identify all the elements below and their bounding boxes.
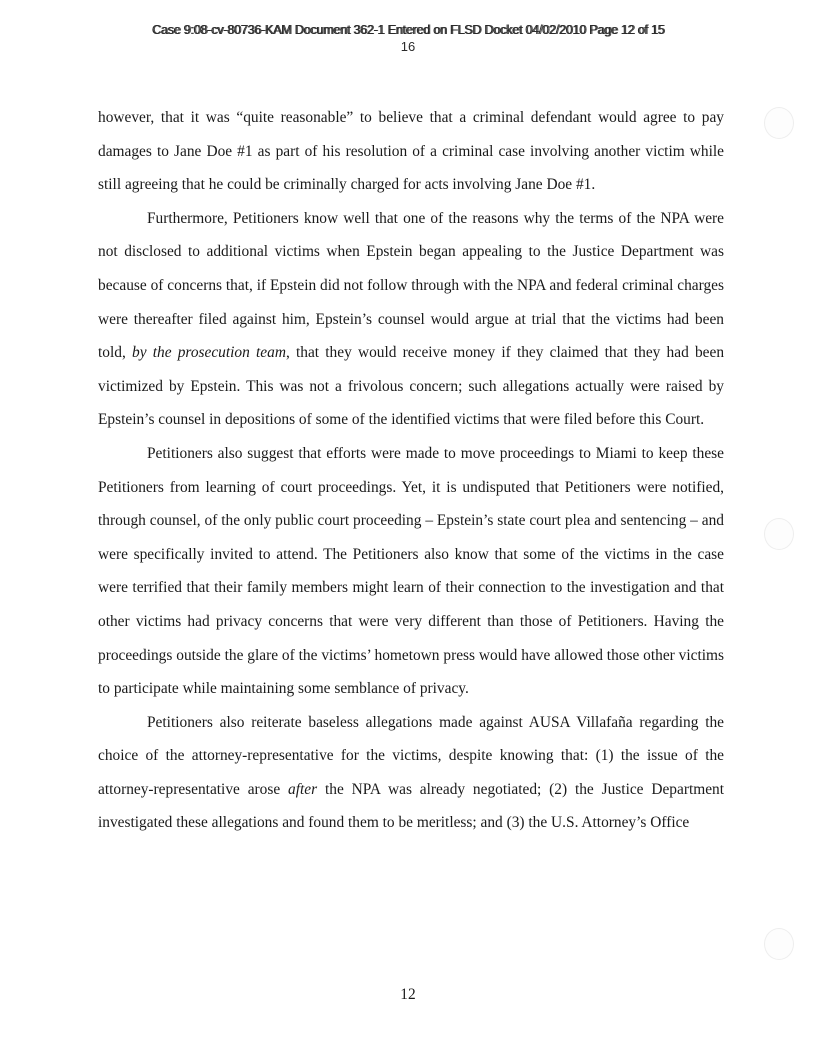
paragraph-furthermore xyxy=(98,202,724,437)
paragraph-text: Furthermore, Petitioners know well that one of the reasons why the terms of the NPA were not disclosed to additional victims when Epstein began appealing to the Justice Department was because of concerns that, if Epstein did not follow through with the NPA and federal criminal charges were thereafter filed against him, Epstein’s counsel would argue at trial that the victims had been told, xyxy=(98,209,724,362)
paragraph-text: Petitioners also suggest that efforts were made to move proceedings to Miami to keep these Petitioners from learning of court proceedings. Yet, it is undisputed that Petitioners were notified, through counsel, of the only public court proceeding – Epstein’s state court plea and sentencing – and were specifically invited to attend. The Petitioners also know that some of the victims in the case were terrified that their family members might learn of their connection to the investigation and that other victims had privacy concerns that were very different than those of Petitioners. Having the proceedings outside the glare of the victims’ hometown press would have allowed those other victims to participate while maintaining some semblance of privacy. xyxy=(98,444,724,698)
court-filing-header xyxy=(0,22,816,55)
paragraph-text: , that they would receive money if they claimed that they had been victimized by Epstein. This was not a frivolous concern; such allegations actually were raised by Epstein’s counsel in depositions of some of the identified victims that were filed before this Court. xyxy=(98,344,725,429)
page-number: 12 xyxy=(400,986,416,1003)
paragraph-text: Petitioners also reiterate baseless allegations made against AUSA Villafaña regarding the choice of the attorney-representative for the victims, despite knowing that: (1) the issue of the attorney-representative arose xyxy=(98,713,724,798)
document-body xyxy=(98,101,724,840)
paragraph-text: however, that it was “quite reasonable” to believe that a criminal defendant would agree to pay damages to Jane Doe #1 as part of his resolution of a criminal case involving another victim while still agreeing that he could be criminally charged for acts involving Jane Doe #1. xyxy=(98,109,724,194)
case-caption-text: Case 9:08-cv-80736-KAM Document 362-1 Entered on FLSD Docket 04/02/2010 Page 12 of 15 xyxy=(151,23,665,37)
punch-hole-mark xyxy=(764,928,794,960)
paragraph-miami-proceedings xyxy=(98,437,724,706)
paragraph-attorney-representative xyxy=(98,706,724,840)
paragraph-text: the NPA was already negotiated; (2) the Justice Department investigated these allegations and found them to be meritless; and (3) the U.S. Attorney’s Office xyxy=(98,780,725,832)
emphasized-text: after xyxy=(288,780,318,798)
paragraph-however xyxy=(98,101,724,202)
header-stamp: 16 xyxy=(400,39,416,54)
punch-hole-mark xyxy=(764,518,794,550)
emphasized-text: by the prosecution team xyxy=(132,344,286,362)
case-caption-line xyxy=(0,22,816,38)
punch-hole-mark xyxy=(764,107,794,139)
